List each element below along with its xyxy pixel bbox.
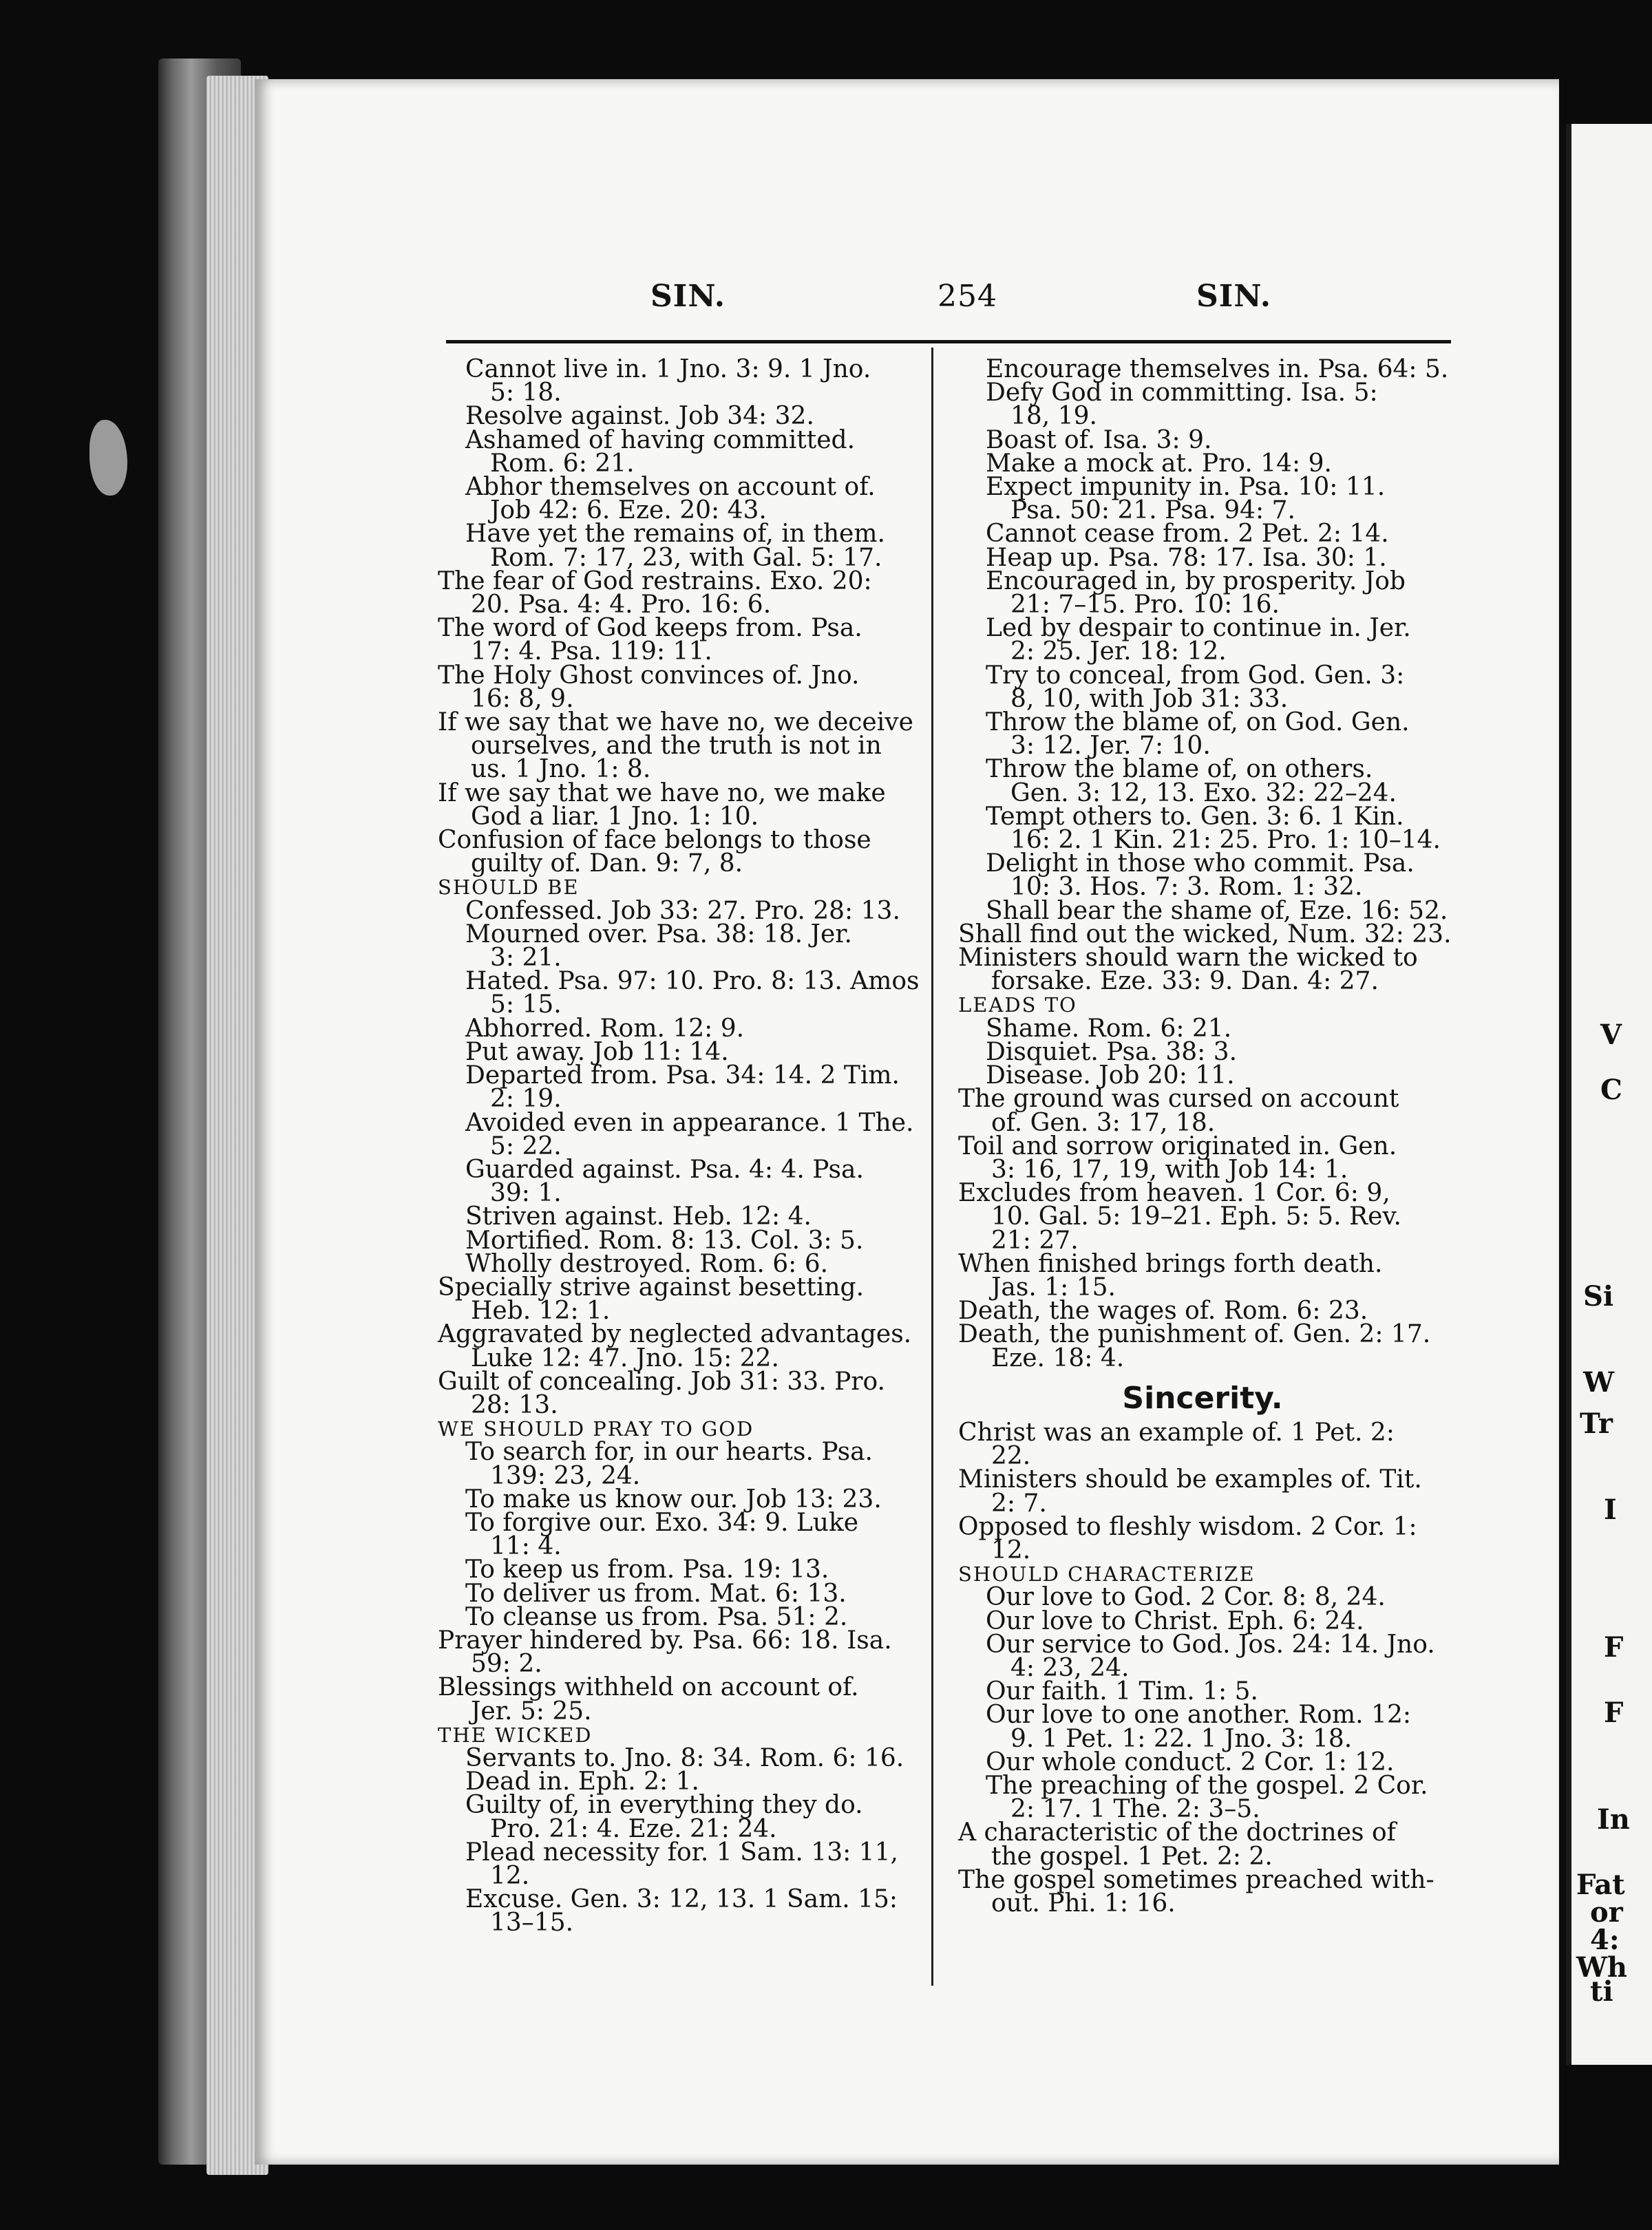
entry-text: Have yet the remains of, in them. bbox=[465, 520, 885, 549]
entry-text: The Holy Ghost convinces of. Jno. bbox=[438, 661, 860, 690]
index-entry bbox=[958, 1085, 1447, 1137]
entry-continuation: 39: 1. bbox=[490, 1179, 562, 1208]
adjacent-page-text: 4: bbox=[1590, 1924, 1620, 1956]
index-entry bbox=[438, 566, 933, 619]
entry-text: Encourage themselves in. Psa. 64: 5. bbox=[986, 355, 1449, 383]
index-entry bbox=[986, 1748, 1447, 1776]
subheading: SHOULD BE bbox=[438, 875, 580, 900]
entry-text: Led by despair to continue in. Jer. bbox=[986, 614, 1411, 643]
subheading: WE SHOULD PRAY TO GOD bbox=[438, 1417, 754, 1441]
index-entry bbox=[465, 1108, 933, 1160]
entry-continuation: 8, 10, with Job 31: 33. bbox=[1010, 684, 1289, 713]
entry-text: Resolve against. Job 34: 32. bbox=[465, 402, 814, 431]
index-entry bbox=[958, 1512, 1447, 1564]
entry-continuation: 4: 23, 24. bbox=[1010, 1653, 1130, 1682]
entry-text: Defy God in committing. Isa. 5: bbox=[986, 379, 1378, 407]
entry-continuation: 21: 7–15. Pro. 10: 16. bbox=[1010, 591, 1280, 619]
adjacent-page-text: Wh bbox=[1576, 1951, 1628, 1984]
entry-text: Our love to Christ. Eph. 6: 24. bbox=[986, 1606, 1364, 1635]
index-entry bbox=[438, 826, 933, 878]
entry-text: Excludes from heaven. 1 Cor. 6: 9, bbox=[958, 1179, 1390, 1208]
entry-continuation: 5: 15. bbox=[490, 990, 562, 1019]
entry-continuation: 18, 19. bbox=[1010, 402, 1097, 431]
index-entry bbox=[986, 1037, 1447, 1066]
entry-continuation: of. Gen. 3: 17, 18. bbox=[991, 1108, 1216, 1137]
index-entry bbox=[986, 1606, 1447, 1635]
index-entry bbox=[465, 1508, 933, 1561]
adjacent-page-text: F bbox=[1604, 1631, 1624, 1664]
entry-text: Cannot live in. 1 Jno. 3: 9. 1 Jno. bbox=[465, 355, 871, 383]
index-entry bbox=[986, 425, 1447, 454]
entry-text: Blessings withheld on account of. bbox=[438, 1673, 859, 1702]
entry-continuation: 139: 23, 24. bbox=[490, 1461, 641, 1490]
entry-continuation: us. 1 Jno. 1: 8. bbox=[471, 755, 651, 784]
index-entry bbox=[465, 1579, 933, 1608]
index-entry bbox=[958, 1865, 1447, 1918]
index-entry bbox=[986, 1630, 1447, 1682]
entry-text: Plead necessity for. 1 Sam. 13: 11, bbox=[465, 1838, 898, 1867]
entry-continuation: 10. Gal. 5: 19–21. Eph. 5: 5. Rev. bbox=[991, 1202, 1401, 1231]
entry-text: Confessed. Job 33: 27. Pro. 28: 13. bbox=[465, 896, 900, 925]
index-entry bbox=[465, 1555, 933, 1584]
index-entry bbox=[465, 1438, 933, 1490]
index-entry bbox=[986, 755, 1447, 807]
entry-text: Shame. Rom. 6: 21. bbox=[986, 1014, 1232, 1043]
entry-text: Ministers should be examples of. Tit. bbox=[958, 1465, 1422, 1494]
adjacent-page-text: ti bbox=[1590, 1975, 1613, 2008]
entry-continuation: 2: 25. Jer. 18: 12. bbox=[1010, 637, 1227, 666]
index-entry bbox=[986, 520, 1447, 549]
index-entry bbox=[438, 1320, 933, 1372]
index-entry bbox=[958, 1179, 1447, 1255]
index-entry bbox=[958, 944, 1447, 996]
entry-text: Dead in. Eph. 2: 1. bbox=[465, 1767, 699, 1796]
index-entry bbox=[438, 661, 933, 713]
index-entry bbox=[986, 896, 1448, 925]
entry-text: Abhorred. Rom. 12: 9. bbox=[465, 1014, 745, 1043]
entry-text: Shall bear the shame of, Eze. 16: 52. bbox=[986, 896, 1448, 925]
entry-continuation: 10: 3. Hos. 7: 3. Rom. 1: 32. bbox=[1010, 873, 1363, 902]
subheading: THE WICKED bbox=[438, 1723, 593, 1747]
page-number: 254 bbox=[938, 279, 997, 314]
index-entry bbox=[465, 896, 933, 925]
index-entry bbox=[958, 1132, 1447, 1184]
entry-continuation: 2: 7. bbox=[991, 1489, 1047, 1518]
entry-text: Guilty of, in everything they do. bbox=[465, 1791, 863, 1820]
entry-text: Our service to God. Jos. 24: 14. Jno. bbox=[986, 1630, 1435, 1659]
entry-continuation: forsake. Eze. 33: 9. Dan. 4: 27. bbox=[991, 967, 1379, 996]
entry-continuation: 12. bbox=[991, 1536, 1031, 1564]
entry-text: Our love to God. 2 Cor. 8: 8, 24. bbox=[986, 1583, 1386, 1612]
entry-continuation: Eze. 18: 4. bbox=[991, 1344, 1125, 1372]
entry-text: Avoided even in appearance. 1 The. bbox=[465, 1108, 914, 1137]
index-entry bbox=[986, 1771, 1447, 1824]
entry-continuation: Jer. 5: 25. bbox=[471, 1697, 592, 1725]
entry-text: Confusion of face belongs to those bbox=[438, 826, 871, 855]
entry-text: Disease. Job 20: 11. bbox=[986, 1061, 1235, 1090]
entry-continuation: Luke 12: 47. Jno. 15: 22. bbox=[471, 1344, 779, 1372]
right-column bbox=[958, 355, 1452, 1918]
index-entry bbox=[958, 1465, 1447, 1518]
entry-text: Throw the blame of, on God. Gen. bbox=[986, 708, 1410, 737]
entry-continuation: 5: 18. bbox=[490, 379, 562, 407]
index-entry bbox=[986, 543, 1447, 572]
adjacent-page-text: or bbox=[1590, 1896, 1623, 1929]
entry-text: Our whole conduct. 2 Cor. 1: 12. bbox=[986, 1748, 1395, 1776]
index-entry bbox=[986, 661, 1447, 713]
entry-text: Abhor themselves on account of. bbox=[465, 473, 876, 502]
index-entry bbox=[986, 379, 1447, 431]
left-column bbox=[438, 355, 933, 1937]
entry-continuation: 3: 12. Jer. 7: 10. bbox=[1010, 732, 1211, 761]
next-page-gutter bbox=[1566, 124, 1571, 2065]
entry-text: To keep us from. Psa. 19: 13. bbox=[465, 1555, 829, 1584]
entry-continuation: ourselves, and the truth is not in bbox=[471, 732, 882, 761]
entry-continuation: 16: 2. 1 Kin. 21: 25. Pro. 1: 10–14. bbox=[1010, 826, 1441, 855]
entry-text: Death, the wages of. Rom. 6: 23. bbox=[958, 1297, 1368, 1326]
adjacent-page-text: Fat bbox=[1576, 1869, 1625, 1901]
entry-continuation: Gen. 3: 12, 13. Exo. 32: 22–24. bbox=[1010, 778, 1397, 807]
entry-text: A characteristic of the doctrines of bbox=[958, 1818, 1396, 1847]
entry-text: Make a mock at. Pro. 14: 9. bbox=[986, 449, 1332, 478]
entry-text: To cleanse us from. Psa. 51: 2. bbox=[465, 1602, 848, 1631]
index-entry bbox=[465, 1767, 933, 1796]
entry-text: Expect impunity in. Psa. 10: 11. bbox=[986, 473, 1386, 502]
index-entry bbox=[465, 1014, 933, 1043]
index-entry bbox=[986, 1677, 1447, 1706]
entry-text: Delight in those who commit. Psa. bbox=[986, 849, 1415, 878]
index-entry bbox=[438, 1273, 933, 1326]
entry-continuation: 3: 21. bbox=[490, 944, 562, 973]
running-head-left: SIN. bbox=[650, 279, 726, 314]
index-entry bbox=[465, 1202, 933, 1231]
index-entry bbox=[465, 1743, 933, 1772]
adjacent-page-text: V bbox=[1600, 1019, 1622, 1051]
entry-text: If we say that we have no, we deceive bbox=[438, 708, 913, 737]
index-entry bbox=[465, 473, 933, 525]
entry-continuation: 2: 19. bbox=[490, 1085, 562, 1114]
entry-text: To deliver us from. Mat. 6: 13. bbox=[465, 1579, 847, 1608]
index-entry bbox=[438, 1673, 933, 1725]
index-entry bbox=[465, 355, 933, 407]
adjacent-page-text: In bbox=[1597, 1803, 1630, 1836]
adjacent-page-text: C bbox=[1600, 1074, 1622, 1106]
entry-continuation: 28: 13. bbox=[471, 1390, 558, 1419]
entry-text: Aggravated by neglected advantages. bbox=[438, 1320, 912, 1349]
entry-continuation: 16: 8, 9. bbox=[471, 684, 574, 713]
index-entry bbox=[986, 1583, 1447, 1612]
subheading: LEADS TO bbox=[958, 993, 1077, 1017]
index-entry bbox=[465, 1249, 933, 1278]
entry-text: Try to conceal, from God. Gen. 3: bbox=[986, 661, 1405, 690]
entry-continuation: Jas. 1: 15. bbox=[991, 1273, 1116, 1302]
index-entry bbox=[958, 1249, 1447, 1302]
entry-text: Prayer hindered by. Psa. 66: 18. Isa. bbox=[438, 1626, 892, 1655]
entry-continuation: Pro. 21: 4. Eze. 21: 24. bbox=[490, 1814, 777, 1843]
entry-text: Hated. Psa. 97: 10. Pro. 8: 13. Amos bbox=[465, 967, 920, 996]
entry-continuation: Rom. 6: 21. bbox=[490, 449, 635, 478]
index-entry bbox=[465, 1885, 933, 1937]
index-entry bbox=[986, 566, 1447, 619]
entry-text: Our love to one another. Rom. 12: bbox=[986, 1701, 1411, 1730]
entry-text: Striven against. Heb. 12: 4. bbox=[465, 1202, 812, 1231]
entry-continuation: 22. bbox=[991, 1442, 1031, 1471]
adjacent-page-text: I bbox=[1604, 1494, 1617, 1526]
adjacent-page-text: Tr bbox=[1580, 1408, 1613, 1440]
entry-text: The preaching of the gospel. 2 Cor. bbox=[986, 1771, 1428, 1800]
entry-continuation: 17: 4. Psa. 119: 11. bbox=[471, 637, 712, 666]
running-head-right: SIN. bbox=[1196, 279, 1272, 314]
section-title: Sincerity. bbox=[1122, 1380, 1283, 1416]
entry-text: Put away. Job 11: 14. bbox=[465, 1037, 729, 1066]
entry-text: Opposed to fleshly wisdom. 2 Cor. 1: bbox=[958, 1512, 1417, 1541]
index-entry bbox=[465, 1602, 933, 1631]
index-entry bbox=[958, 1418, 1447, 1471]
entry-text: Shall find out the wicked, Num. 32: 23. bbox=[958, 920, 1452, 948]
index-entry bbox=[465, 1061, 933, 1114]
entry-continuation: God a liar. 1 Jno. 1: 10. bbox=[471, 802, 759, 831]
entry-text: Our faith. 1 Tim. 1: 5. bbox=[986, 1677, 1258, 1706]
entry-text: Boast of. Isa. 3: 9. bbox=[986, 425, 1212, 454]
entry-text: Excuse. Gen. 3: 12, 13. 1 Sam. 15: bbox=[465, 1885, 898, 1914]
index-entry bbox=[986, 708, 1447, 761]
subheading: SHOULD CHARACTERIZE bbox=[958, 1562, 1256, 1586]
entry-text: Toil and sorrow originated in. Gen. bbox=[958, 1132, 1397, 1160]
entry-text: Throw the blame of, on others. bbox=[986, 755, 1373, 784]
index-entry bbox=[465, 1226, 933, 1255]
entry-text: Wholly destroyed. Rom. 6: 6. bbox=[465, 1249, 829, 1278]
entry-continuation: Psa. 50: 21. Psa. 94: 7. bbox=[1010, 496, 1295, 525]
entry-text: Ashamed of having committed. bbox=[465, 425, 856, 454]
entry-text: Mourned over. Psa. 38: 18. Jer. bbox=[465, 920, 852, 948]
adjacent-page-text: W bbox=[1583, 1366, 1614, 1399]
entry-continuation: 9. 1 Pet. 1: 22. 1 Jno. 3: 18. bbox=[1010, 1724, 1353, 1753]
entry-continuation: guilty of. Dan. 9: 7, 8. bbox=[471, 849, 743, 878]
index-entry bbox=[986, 355, 1449, 383]
index-entry bbox=[438, 1367, 933, 1419]
entry-text: Heap up. Psa. 78: 17. Isa. 30: 1. bbox=[986, 543, 1387, 572]
index-entry bbox=[465, 1485, 933, 1514]
entry-text: Specially strive against besetting. bbox=[438, 1273, 865, 1302]
index-entry bbox=[438, 614, 933, 666]
entry-text: If we say that we have no, we make bbox=[438, 778, 886, 807]
index-entry bbox=[986, 802, 1447, 855]
entry-continuation: 20. Psa. 4: 4. Pro. 16: 6. bbox=[471, 591, 772, 619]
entry-continuation: out. Phi. 1: 16. bbox=[991, 1889, 1176, 1918]
index-entry bbox=[958, 1297, 1447, 1326]
entry-text: To make us know our. Job 13: 23. bbox=[465, 1485, 882, 1514]
adjacent-page-text: Si bbox=[1583, 1280, 1614, 1313]
entry-continuation: 2: 17. 1 The. 2: 3–5. bbox=[1010, 1795, 1260, 1824]
entry-continuation: Job 42: 6. Eze. 20: 43. bbox=[490, 496, 767, 525]
entry-continuation: 11: 4. bbox=[490, 1532, 562, 1561]
entry-text: Servants to. Jno. 8: 34. Rom. 6: 16. bbox=[465, 1743, 904, 1772]
entry-continuation: 21: 27. bbox=[991, 1226, 1079, 1255]
entry-text: Departed from. Psa. 34: 14. 2 Tim. bbox=[465, 1061, 900, 1090]
entry-continuation: 59: 2. bbox=[471, 1650, 542, 1679]
entry-continuation: Rom. 7: 17, 23, with Gal. 5: 17. bbox=[490, 543, 882, 572]
entry-text: Encouraged in, by prosperity. Job bbox=[986, 566, 1406, 595]
index-entry bbox=[438, 1626, 933, 1679]
index-entry bbox=[465, 1838, 933, 1890]
index-entry bbox=[465, 402, 933, 431]
header-rule bbox=[446, 340, 1451, 343]
index-entry bbox=[986, 1701, 1447, 1753]
entry-continuation: 12. bbox=[490, 1862, 530, 1890]
entry-text: When finished brings forth death. bbox=[958, 1249, 1383, 1278]
index-entry bbox=[465, 1791, 933, 1843]
index-entry bbox=[465, 920, 933, 973]
torn-paper-fragment bbox=[89, 420, 127, 496]
entry-text: Ministers should warn the wicked to bbox=[958, 944, 1418, 973]
entry-continuation: the gospel. 1 Pet. 2: 2. bbox=[991, 1842, 1273, 1871]
entry-text: The fear of God restrains. Exo. 20: bbox=[438, 566, 872, 595]
entry-continuation: 13–15. bbox=[490, 1909, 574, 1937]
entry-text: Guilt of concealing. Job 31: 33. Pro. bbox=[438, 1367, 886, 1396]
index-entry bbox=[986, 473, 1447, 525]
adjacent-page-text: F bbox=[1604, 1697, 1624, 1729]
index-entry bbox=[465, 520, 933, 572]
index-entry bbox=[465, 425, 933, 478]
index-entry bbox=[438, 778, 933, 831]
entry-continuation: Heb. 12: 1. bbox=[471, 1297, 611, 1326]
entry-continuation: 3: 16, 17, 19, with Job 14: 1. bbox=[991, 1155, 1348, 1184]
index-entry bbox=[986, 849, 1447, 902]
index-entry bbox=[986, 614, 1447, 666]
index-entry bbox=[438, 708, 933, 784]
index-entry bbox=[465, 1155, 933, 1208]
entry-text: Guarded against. Psa. 4: 4. Psa. bbox=[465, 1155, 864, 1184]
index-entry bbox=[958, 1320, 1447, 1372]
entry-text: Cannot cease from. 2 Pet. 2: 14. bbox=[986, 520, 1389, 549]
entry-text: The ground was cursed on account bbox=[958, 1085, 1399, 1114]
index-entry bbox=[465, 967, 933, 1019]
entry-text: To search for, in our hearts. Psa. bbox=[465, 1438, 873, 1467]
entry-text: Tempt others to. Gen. 3: 6. 1 Kin. bbox=[986, 802, 1404, 831]
entry-text: Mortified. Rom. 8: 13. Col. 3: 5. bbox=[465, 1226, 864, 1255]
entry-text: The word of God keeps from. Psa. bbox=[438, 614, 862, 643]
index-entry bbox=[958, 920, 1452, 948]
index-entry bbox=[986, 1014, 1447, 1043]
entry-text: The gospel sometimes preached with- bbox=[958, 1865, 1434, 1894]
index-entry bbox=[986, 449, 1447, 478]
index-entry bbox=[958, 1818, 1447, 1871]
entry-text: Christ was an example of. 1 Pet. 2: bbox=[958, 1418, 1395, 1447]
index-entry bbox=[465, 1037, 933, 1066]
entry-continuation: 5: 22. bbox=[490, 1132, 562, 1160]
entry-text: Death, the punishment of. Gen. 2: 17. bbox=[958, 1320, 1431, 1349]
entry-text: To forgive our. Exo. 34: 9. Luke bbox=[465, 1508, 859, 1537]
index-entry bbox=[986, 1061, 1447, 1090]
entry-text: Disquiet. Psa. 38: 3. bbox=[986, 1037, 1238, 1066]
